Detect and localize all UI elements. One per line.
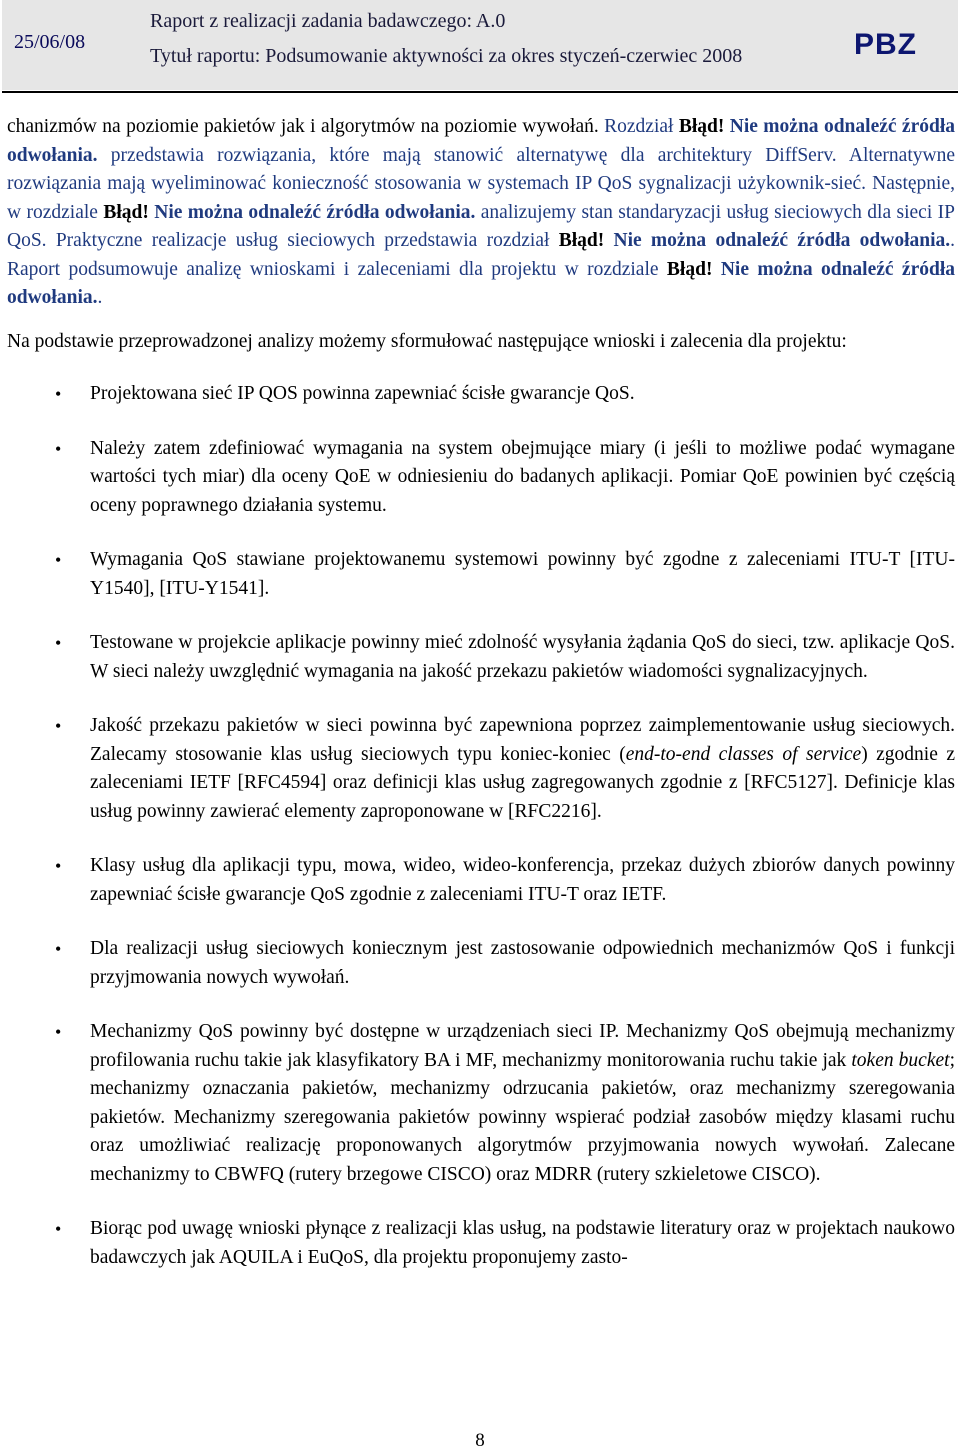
bullet-icon: • (55, 633, 62, 653)
list-item (7, 629, 955, 686)
list-item-text: Dla realizacji usług sieciowych koniecznym jest zastosowanie odpowiednich mechanizmów QoS i funkcji przyjmowania nowych wywołań. (90, 938, 955, 988)
page-number: 8 (475, 1430, 485, 1451)
list-item-text: ; mechanizmy oznaczania pakietów, mechanizmy odrzucania pakietów, oraz mechanizmy szeregowania pakietów. Mechanizmy szeregowania pakietów powinny wspierać podział zasobów między klasami ruchu oraz umożliwiać realizację proponowanych algorytmów przyjmowania nowych wywołań. Zalecane mechanizmy to CBWFQ (rutery brzegowe CISCO) oraz MDRR (rutery szkieletowe CISCO). (90, 1049, 955, 1185)
list-item (7, 380, 955, 409)
recommendations-list (7, 380, 955, 1272)
bullet-icon: • (55, 438, 62, 459)
reference-error (559, 230, 950, 251)
list-item-text: Projektowana sieć IP QOS powinna zapewniać ścisłe gwarancje QoS. (90, 383, 635, 404)
list-item-italic: token bucket (851, 1049, 950, 1071)
bullet-icon: • (55, 1219, 62, 1239)
pbz-logo: PBZ (854, 28, 917, 61)
list-item-text: Należy zatem zdefiniować wymagania na system obejmujące miary (i jeśli to możliwe podać wymagane wartości tych miar) dla oceny QoE w odniesieniu do badanych aplikacji. Pomiar QoE powinien być częścią oceny poprawnego działania systemu. (90, 437, 955, 516)
intro-text-4: . Raport podsumowuje analizę wnioskami i zaleceniami dla projektu w rozdziale (7, 230, 956, 280)
list-item-text: Mechanizmy QoS powinny być dostępne w urządzeniach sieci IP. Mechanizmy QoS obejmują mechanizmy profilowania ruchu takie jak klasyfikatory BA i MF, mechanizmy monitorowania ruchu takie jak (90, 1021, 955, 1071)
conclusion-intro: Na podstawie przeprowadzonej analizy możemy sformułować następujące wnioski i zalecenia dla projektu: (7, 330, 847, 352)
error-text: Nie można odnaleźć źródła odwołania. (7, 116, 955, 166)
bullet-icon: • (55, 716, 62, 736)
list-item (7, 935, 955, 992)
list-item (7, 546, 955, 603)
error-label: Błąd! (103, 201, 149, 223)
list-item-text: Testowane w projekcie aplikacje powinny mieć zdolność wysyłania żądania QoS do sieci, tzw. aplikacje QoS. W sieci należy uwzględnić wymagania na jakość przekazu pakietów wiadomości sygnalizacyjnych. (90, 632, 955, 682)
bullet-icon: • (55, 1022, 62, 1042)
next-chapter-reference-link[interactable]: Następnie, w rozdziale (7, 173, 955, 223)
list-item-text: Klasy usług dla aplikacji typu, mowa, wideo, wideo-konferencja, przekaz dużych zbiorów danych powinny zapewniać ścisłe gwarancje QoS zgodnie z zaleceniami ITU-T oraz IETF. (90, 855, 955, 905)
list-item-text: Biorąc pod uwagę wnioski płynące z realizacji klas usług, na podstawie literatury oraz w projektach naukowo badawczych jak AQUILA i EuQoS, dla projektu proponujemy zasto- (90, 1218, 955, 1268)
error-text: Nie można odnaleźć źródła odwołania. (604, 230, 951, 251)
page-header (2, 0, 958, 92)
list-item (7, 712, 955, 826)
bullet-icon: • (55, 384, 62, 404)
bullet-icon: • (55, 550, 62, 570)
error-label: Błąd! (678, 116, 725, 137)
intro-text-3: analizujemy stan standaryzacji usług sieciowych dla sieci IP QoS. Praktyczne realizacje usług sieciowych przedstawia rozdział (7, 201, 955, 251)
list-item-text: Jakość przekazu pakietów w sieci powinna być zapewniona poprzez zaimplementowanie usług sieciowych. Zalecamy stosowanie klas usług sieciowych typu koniec-koniec ( (90, 715, 955, 765)
list-item (7, 1215, 955, 1272)
intro-text-5: . (97, 287, 103, 308)
list-item-text: ) zgodnie z zaleceniami IETF [RFC4594] oraz definicji klas usług zagregowanych zgodnie z [RFC5127]. Definicje klas usług powinny zawierać elementy zaproponowane w [RFC2216]. (90, 743, 955, 822)
reference-error (103, 202, 475, 223)
error-label: Błąd! (666, 258, 713, 280)
error-text: Nie można odnaleźć źródła odwołania. (148, 201, 476, 223)
header-date: 25/06/08 (14, 31, 86, 53)
intro-text-2: przedstawia rozwiązania, które mają stanowić alternatywę dla architektury DiffServ. Alternatywne rozwiązania mają wyeliminować konieczność stosowania w systemach IP QoS sygnalizacji użykownik-sieć. (7, 144, 955, 194)
error-text: Nie można odnaleźć źródła odwołania. (7, 258, 955, 308)
intro-paragraph (7, 113, 955, 313)
bullet-icon: • (55, 939, 62, 959)
header-divider (2, 91, 958, 93)
list-item (7, 852, 955, 909)
list-item-text: Wymagania QoS stawiane projektowanemu systemowi powinny być zgodne z zaleceniami ITU-T [ITU-Y1540], [ITU-Y1541]. (90, 549, 955, 599)
report-subtitle: Tytuł raportu: Podsumowanie aktywności za okres styczeń-czerwiec 2008 (150, 45, 743, 67)
document-body (7, 113, 955, 1298)
report-title: Raport z realizacji zadania badawczego: A.0 (150, 10, 506, 32)
list-item (7, 1018, 955, 1189)
intro-text-1: chanizmów na poziomie pakietów jak i algorytmów na poziomie wywołań. (7, 116, 605, 137)
list-item (7, 435, 955, 521)
chapter-reference-link[interactable]: Rozdział (604, 116, 679, 137)
list-item-italic: end-to-end classes of service (625, 743, 862, 765)
bullet-icon: • (55, 856, 62, 876)
error-label: Błąd! (558, 230, 605, 251)
